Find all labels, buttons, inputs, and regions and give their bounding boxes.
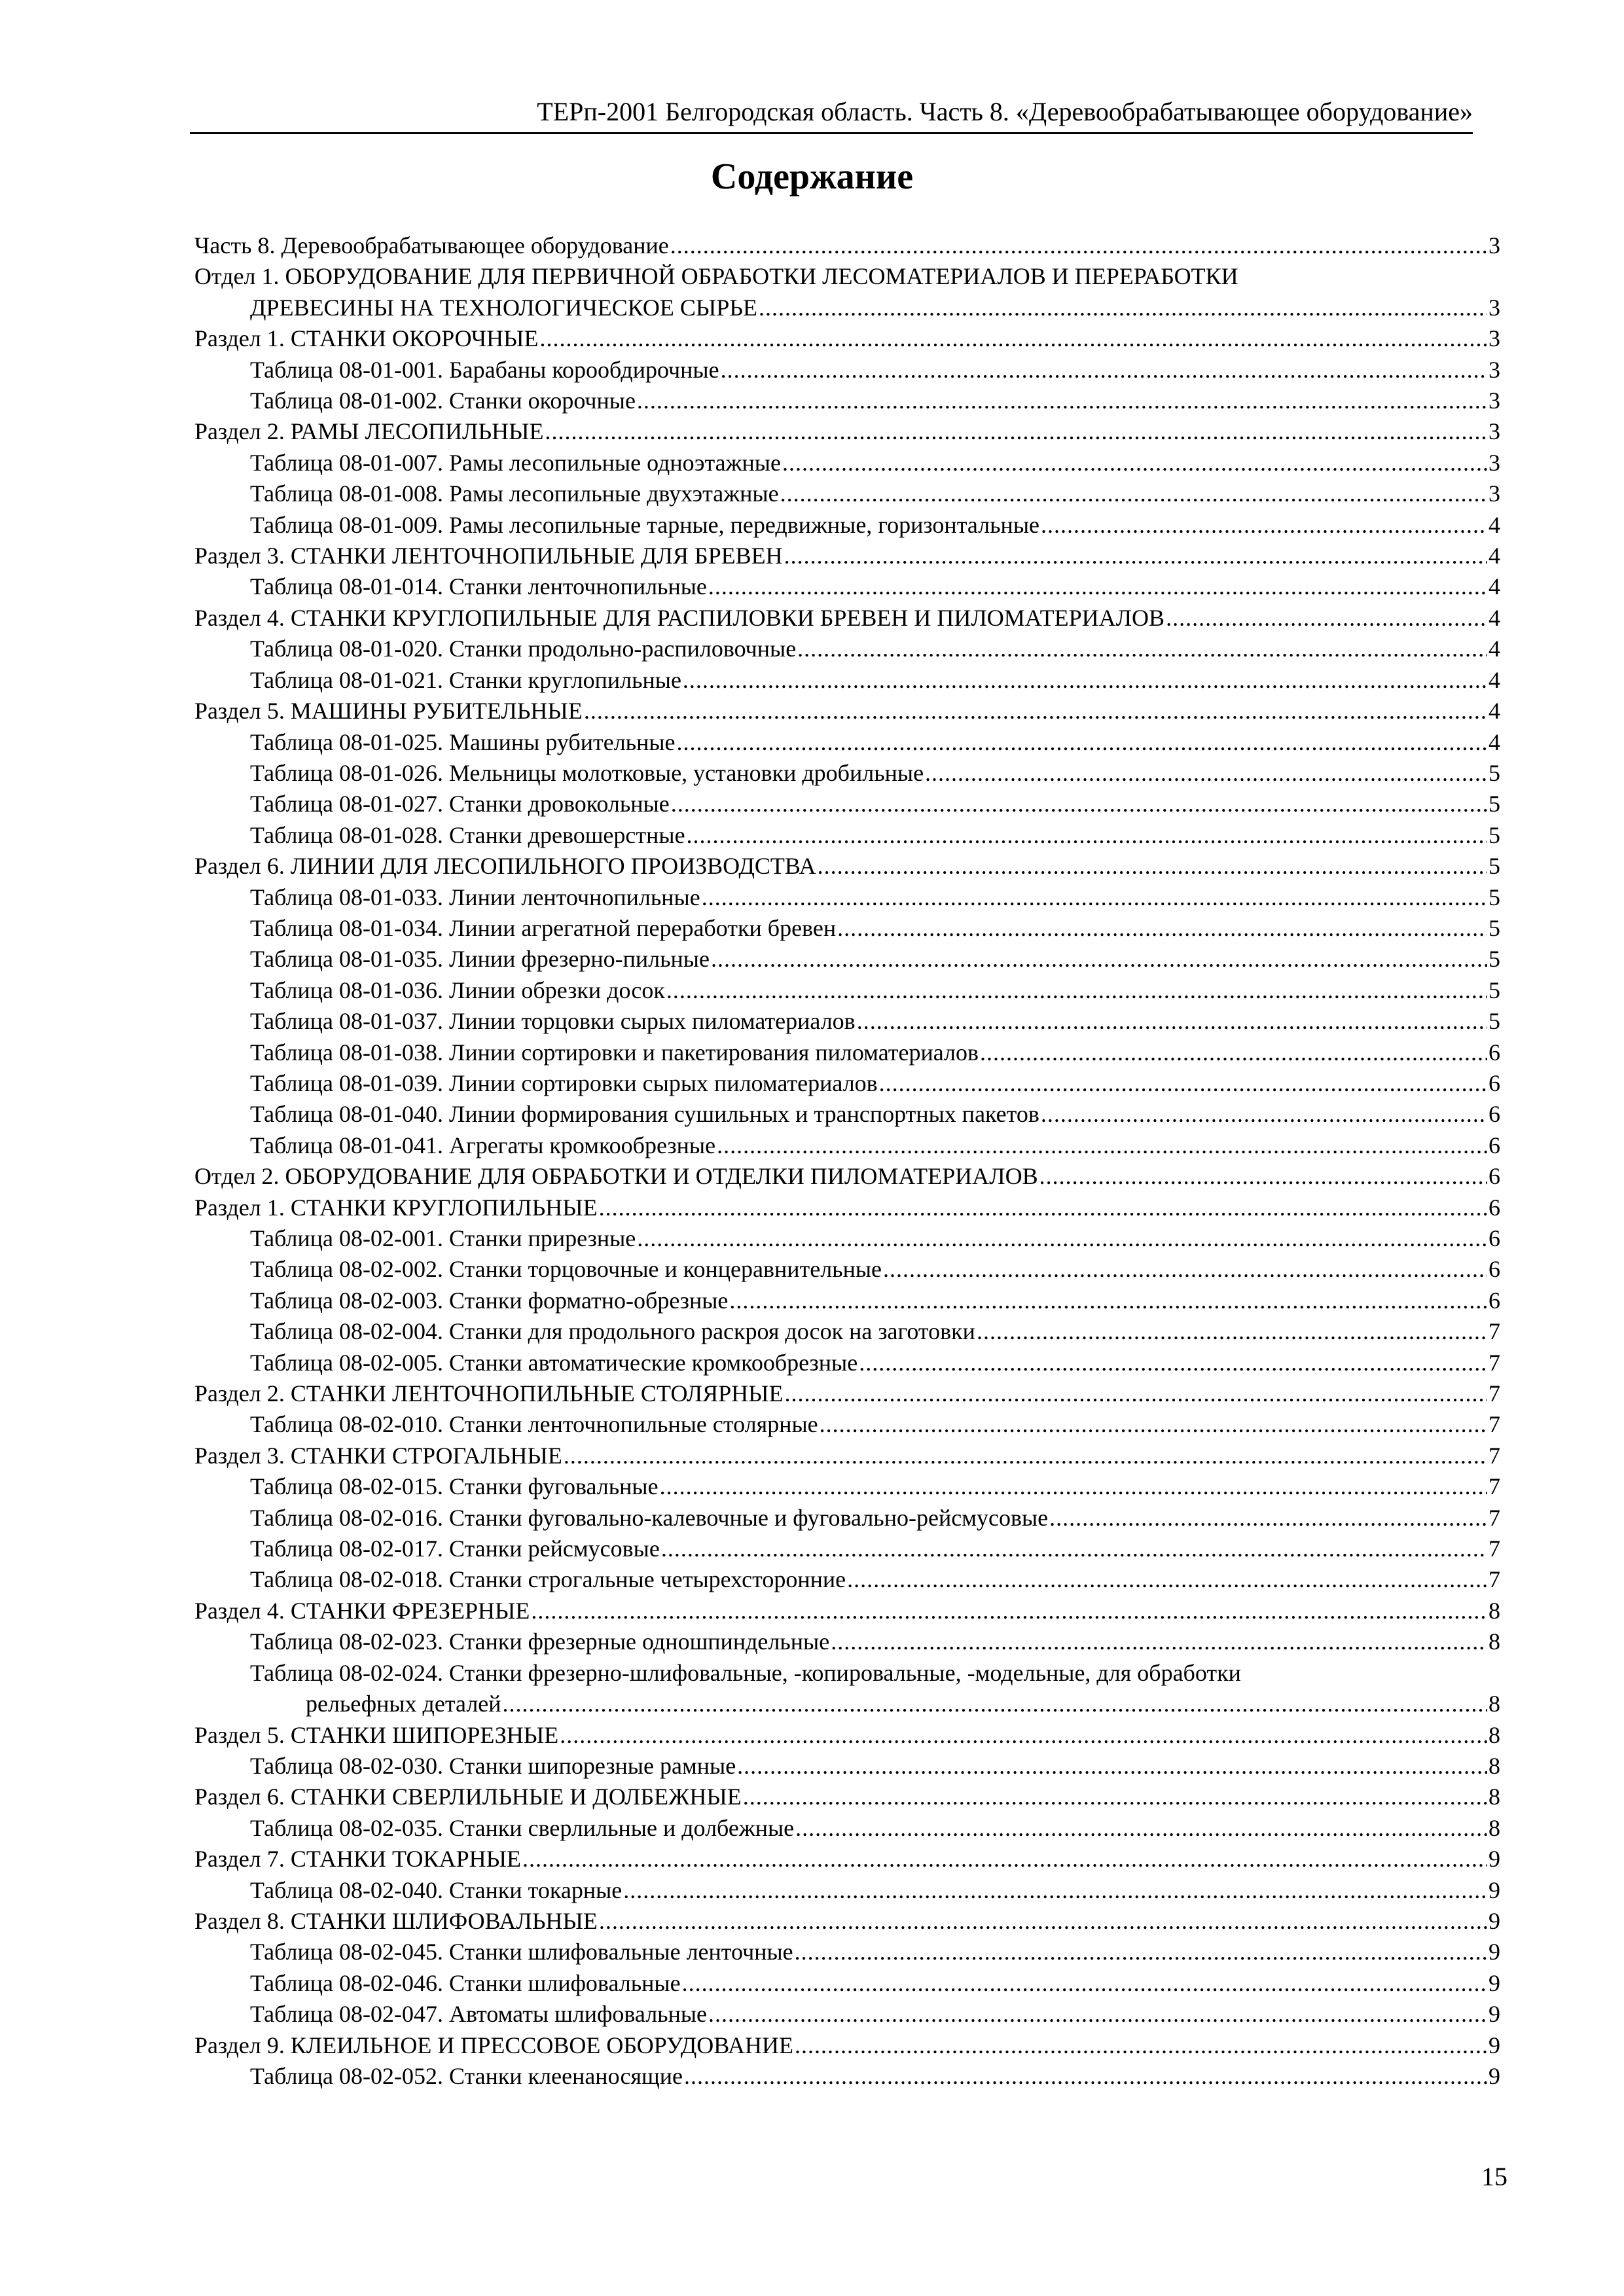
toc-leader-dots [785, 1378, 1488, 1409]
toc-entry-text: Таблица 08-02-024. Станки фрезерно-шлифовальные, -копировальные, -модельные, для обработки [250, 1659, 1241, 1686]
toc-leader-dots [682, 1968, 1487, 1999]
toc-entry-text: Таблица 08-02-035. Станки сверлильные и долбежные [250, 1814, 795, 1841]
toc-leader-dots [503, 1689, 1487, 1719]
toc-table-entry[interactable] [194, 1471, 1500, 1502]
toc-entry-text: Таблица 08-02-030. Станки шипорезные рамные [250, 1752, 736, 1779]
toc-entry-text: Раздел 5. СТАНКИ ШИПОРЕЗНЫЕ [194, 1721, 559, 1748]
toc-section-entry[interactable] [194, 1378, 1500, 1409]
toc-leader-dots [1041, 1099, 1487, 1130]
toc-section-entry[interactable] [194, 261, 1500, 323]
toc-entry-text: Таблица 08-01-035. Линии фрезерно-пильные [250, 946, 710, 973]
toc-entry-text: Таблица 08-02-016. Станки фуговально-калевочные и фуговально-рейсмусовые [250, 1504, 1049, 1531]
toc-leader-dots [795, 1813, 1487, 1844]
toc-leader-dots [584, 696, 1487, 726]
toc-table-entry[interactable] [194, 727, 1500, 758]
toc-entry-text: Таблица 08-02-015. Станки фуговальные [250, 1473, 659, 1500]
toc-leader-dots [759, 293, 1487, 323]
toc-section-entry[interactable] [194, 1720, 1500, 1751]
toc-entry-text: Раздел 4. СТАНКИ КРУГЛОПИЛЬНЫЕ ДЛЯ РАСПИЛОВКИ БРЕВЕН И ПИЛОМАТЕРИАЛОВ [194, 604, 1165, 631]
toc-page-number: 6 [1489, 1039, 1500, 1066]
toc-leader-dots [729, 1285, 1487, 1316]
toc-table-entry[interactable] [194, 1285, 1500, 1316]
toc-page-number: 6 [1489, 1256, 1500, 1283]
toc-table-entry[interactable] [194, 758, 1500, 789]
toc-table-entry[interactable] [194, 665, 1500, 696]
toc-leader-dots [637, 386, 1487, 416]
toc-page-number: 4 [1489, 666, 1500, 693]
toc-entry-text: Таблица 08-01-027. Станки дровокольные [250, 791, 670, 817]
toc-table-entry[interactable] [194, 1999, 1500, 2030]
toc-entry-text: Таблица 08-01-026. Мельницы молотковые, установки дробильные [250, 759, 924, 786]
toc-page-number: 5 [1489, 759, 1500, 786]
toc-table-entry[interactable] [194, 1099, 1500, 1130]
toc-leader-dots [708, 1999, 1487, 2030]
toc-entry-text: Таблица 08-01-028. Станки древошерстные [250, 821, 685, 848]
toc-leader-dots [857, 1006, 1487, 1037]
toc-table-entry[interactable] [194, 820, 1500, 851]
toc-table-entry[interactable] [194, 1968, 1500, 1999]
toc-section-entry[interactable] [194, 1441, 1500, 1471]
toc-entry-text: Таблица 08-01-020. Станки продольно-распиловочные [250, 636, 797, 662]
toc-leader-dots [683, 665, 1487, 696]
toc-section-entry[interactable] [194, 1906, 1500, 1937]
toc-leader-dots [687, 820, 1487, 851]
toc-entry-text: Отдел 2. ОБОРУДОВАНИЕ ДЛЯ ОБРАБОТКИ И ОТДЕЛКИ ПИЛОМАТЕРИАЛОВ [194, 1163, 1038, 1190]
toc-entry-text: Раздел 8. СТАНКИ ШЛИФОВАЛЬНЫЕ [194, 1907, 598, 1934]
toc-leader-dots [545, 416, 1487, 447]
toc-page-number: 4 [1489, 728, 1500, 755]
toc-page-number: 5 [1489, 1008, 1500, 1035]
toc-entry-text: Таблица 08-02-017. Станки рейсмусовые [250, 1535, 660, 1562]
toc-page-number: 5 [1489, 791, 1500, 817]
toc-leader-dots [1041, 510, 1487, 541]
toc-entry-text: Таблица 08-01-007. Рамы лесопильные одноэтажные [250, 449, 781, 476]
toc-page-number: 9 [1489, 1969, 1500, 1996]
toc-entry-text: Таблица 08-01-033. Линии ленточнопильные [250, 884, 700, 910]
page-number: 15 [1481, 2162, 1507, 2191]
toc-table-entry[interactable] [194, 1503, 1500, 1534]
toc-leader-dots [977, 1316, 1487, 1347]
toc-table-entry[interactable] [194, 634, 1500, 664]
toc-leader-dots [717, 1130, 1487, 1161]
toc-entry-text: Таблица 08-02-018. Станки строгальные четырехсторонние [250, 1566, 846, 1593]
toc-table-entry[interactable] [194, 1068, 1500, 1099]
toc-page-number: 8 [1489, 1721, 1500, 1748]
toc-page-number: 9 [1489, 2001, 1500, 2028]
toc-table-entry[interactable] [194, 1534, 1500, 1564]
toc-table-entry[interactable] [194, 882, 1500, 913]
page-header [190, 88, 1473, 134]
toc-table-entry[interactable] [194, 1006, 1500, 1037]
toc-table-entry[interactable] [194, 944, 1500, 975]
toc-leader-dots [831, 1626, 1487, 1657]
toc-page-number: 8 [1489, 1814, 1500, 1841]
toc-page-number: 4 [1489, 698, 1500, 725]
toc-page-number: 3 [1489, 294, 1500, 321]
toc-table-entry[interactable] [194, 1130, 1500, 1161]
toc-entry-text: Таблица 08-02-001. Станки прирезные [250, 1225, 636, 1251]
toc-table-entry[interactable] [194, 1316, 1500, 1347]
toc-entry-text: Таблица 08-01-039. Линии сортировки сырых пиломатериалов [250, 1069, 878, 1096]
toc-page-number: 9 [1489, 2062, 1500, 2089]
toc-entry-text: Таблица 08-01-008. Рамы лесопильные двухэтажные [250, 480, 779, 507]
toc-section-entry[interactable] [194, 2030, 1500, 2061]
toc-entry-text: Раздел 6. СТАНКИ СВЕРЛИЛЬНЫЕ И ДОЛБЕЖНЫЕ [194, 1784, 742, 1810]
toc-entry-text: Таблица 08-01-034. Линии агрегатной переработки бревен [250, 914, 837, 941]
toc-page-number: 3 [1489, 325, 1500, 352]
toc-table-entry[interactable] [194, 448, 1500, 478]
toc-leader-dots [925, 758, 1487, 789]
toc-page-number: 3 [1489, 449, 1500, 476]
toc-leader-dots [784, 541, 1487, 571]
toc-leader-dots [780, 478, 1487, 509]
toc-page-number: 5 [1489, 946, 1500, 973]
toc-table-entry[interactable] [194, 1626, 1500, 1657]
toc-section-entry[interactable] [194, 230, 1500, 261]
toc-entry-text: Раздел 9. КЛЕИЛЬНОЕ И ПРЕССОВОЕ ОБОРУДОВАНИЕ [194, 2032, 794, 2058]
toc-leader-dots [599, 1906, 1487, 1937]
toc-entry-text: Таблица 08-02-040. Станки токарные [250, 1876, 623, 1903]
toc-table-entry[interactable] [194, 1813, 1500, 1844]
toc-leader-dots [671, 789, 1487, 819]
toc-entry-text: Таблица 08-01-001. Барабаны корообдирочные [250, 356, 719, 383]
toc-leader-dots [837, 913, 1487, 944]
toc-entry-text: Раздел 5. МАШИНЫ РУБИТЕЛЬНЫЕ [194, 698, 583, 725]
toc-page-number: 4 [1489, 511, 1500, 538]
toc-leader-dots [859, 1348, 1487, 1378]
toc-entry-text: Таблица 08-02-052. Станки клеенаносящие [250, 2062, 683, 2089]
toc-entry-text: Раздел 2. РАМЫ ЛЕСОПИЛЬНЫЕ [194, 418, 544, 445]
toc-page-number: 5 [1489, 914, 1500, 941]
toc-leader-dots [708, 571, 1487, 602]
toc-page-number: 9 [1489, 1907, 1500, 1934]
toc-section-entry[interactable] [194, 603, 1500, 634]
toc-page-number: 8 [1489, 1752, 1500, 1779]
toc-table-entry[interactable] [194, 1937, 1500, 1967]
toc-page-number: 7 [1489, 1566, 1500, 1593]
toc-entry-text: Таблица 08-01-041. Агрегаты кромкообрезные [250, 1132, 716, 1158]
toc-table-entry[interactable] [194, 1564, 1500, 1595]
toc-entry-text: Таблица 08-02-047. Автоматы шлифовальные [250, 2001, 708, 2028]
toc-page-number: 7 [1489, 1318, 1500, 1345]
toc-leader-dots [522, 1844, 1487, 1874]
toc-page-number: 7 [1489, 1442, 1500, 1469]
toc-leader-dots [560, 1720, 1487, 1751]
toc-page-number: 7 [1489, 1349, 1500, 1376]
toc-leader-dots [670, 230, 1487, 261]
toc-page-number: 9 [1489, 1939, 1500, 1965]
toc-entry-text: Таблица 08-01-021. Станки круглопильные [250, 666, 681, 693]
toc-table-entry[interactable] [194, 1409, 1500, 1440]
toc-section-entry[interactable] [194, 1193, 1500, 1223]
toc-page-number: 6 [1489, 1225, 1500, 1251]
toc-page-number: 9 [1489, 1876, 1500, 1903]
toc-table-entry[interactable] [194, 355, 1500, 386]
toc-section-entry[interactable] [194, 1782, 1500, 1812]
toc-entry-text: Часть 8. Деревообрабатывающее оборудование [194, 232, 669, 259]
toc-entry-text: Таблица 08-02-010. Станки ленточнопильные столярные [250, 1411, 818, 1438]
toc-leader-dots [820, 1409, 1487, 1440]
toc-leader-dots [743, 1782, 1487, 1812]
toc-leader-dots [637, 1223, 1487, 1254]
toc-page-number: 3 [1489, 232, 1500, 259]
toc-section-entry[interactable] [194, 1596, 1500, 1626]
toc-page-number: 4 [1489, 636, 1500, 662]
toc-table-entry[interactable] [194, 510, 1500, 541]
toc-page-number: 3 [1489, 418, 1500, 445]
toc-page-number: 6 [1489, 1287, 1500, 1314]
toc-entry-text: Таблица 08-01-036. Линии обрезки досок [250, 977, 665, 1003]
toc-section-entry[interactable] [194, 696, 1500, 726]
header-text: ТЕРп-2001 Белгородская область. Часть 8. «Деревообрабатывающее оборудование» [537, 97, 1473, 126]
toc-page-number: 3 [1489, 356, 1500, 383]
toc-table-entry[interactable] [194, 386, 1500, 416]
toc-leader-dots [1166, 603, 1487, 634]
toc-page-number: 4 [1489, 543, 1500, 569]
toc-page-number: 9 [1489, 2032, 1500, 2058]
toc-entry-text-continued: рельефных деталей [306, 1691, 501, 1717]
toc-page-number: 6 [1489, 1069, 1500, 1096]
toc-entry-text: Таблица 08-02-023. Станки фрезерные одношпиндельные [250, 1628, 830, 1655]
toc-table-entry[interactable] [194, 913, 1500, 944]
toc-page-number: 4 [1489, 604, 1500, 631]
toc-leader-dots [702, 882, 1487, 913]
toc-page-number: 7 [1489, 1473, 1500, 1500]
toc-page-number: 7 [1489, 1504, 1500, 1531]
toc-section-entry[interactable] [194, 323, 1500, 354]
toc-entry-text: Отдел 1. ОБОРУДОВАНИЕ ДЛЯ ПЕРВИЧНОЙ ОБРАБОТКИ ЛЕСОМАТЕРИАЛОВ И ПЕРЕРАБОТКИ [194, 263, 1238, 290]
toc-page-number: 6 [1489, 1163, 1500, 1190]
toc-entry-text: Таблица 08-02-003. Станки форматно-обрезные [250, 1287, 729, 1314]
toc-entry-text: Таблица 08-02-046. Станки шлифовальные [250, 1969, 681, 1996]
toc-entry-text: Таблица 08-02-045. Станки шлифовальные ленточные [250, 1939, 793, 1965]
toc-table-entry[interactable] [194, 1348, 1500, 1378]
toc-page-number: 4 [1489, 573, 1500, 600]
toc-section-entry[interactable] [194, 416, 1500, 447]
toc-page-number: 5 [1489, 977, 1500, 1003]
toc-leader-dots [531, 1596, 1487, 1626]
toc-page-number: 8 [1489, 1597, 1500, 1624]
toc-section-entry[interactable] [194, 851, 1500, 882]
toc-leader-dots [737, 1751, 1487, 1782]
toc-table-entry[interactable] [194, 1223, 1500, 1254]
toc-table-entry[interactable] [194, 2061, 1500, 2092]
toc-table-entry[interactable] [194, 1751, 1500, 1782]
toc-page-number: 5 [1489, 821, 1500, 848]
toc-section-entry[interactable] [194, 1161, 1500, 1192]
toc-entry-text: Таблица 08-01-038. Линии сортировки и пакетирования пиломатериалов [250, 1039, 979, 1066]
toc-leader-dots [797, 634, 1487, 664]
toc-table-entry[interactable] [194, 1037, 1500, 1068]
toc-entry-text: Таблица 08-01-014. Станки ленточнопильные [250, 573, 707, 600]
toc-page-number: 8 [1489, 1691, 1500, 1717]
toc-entry-text-continued: ДРЕВЕСИНЫ НА ТЕХНОЛОГИЧЕСКОЕ СЫРЬЕ [250, 294, 757, 321]
toc-entry-text: Раздел 7. СТАНКИ ТОКАРНЫЕ [194, 1846, 521, 1873]
toc-section-entry[interactable] [194, 1844, 1500, 1874]
toc-leader-dots [677, 727, 1487, 758]
toc-entry-text: Раздел 6. ЛИНИИ ДЛЯ ЛЕСОПИЛЬНОГО ПРОИЗВОДСТВА [194, 853, 816, 880]
toc-entry-text: Таблица 08-02-002. Станки торцовочные и концеравнительные [250, 1256, 882, 1283]
toc-page-number: 6 [1489, 1194, 1500, 1221]
toc-leader-dots [795, 1937, 1487, 1967]
toc-leader-dots [847, 1564, 1487, 1595]
toc-leader-dots [795, 2030, 1487, 2061]
toc-leader-dots [684, 2061, 1487, 2092]
table-of-contents [194, 230, 1500, 2092]
toc-entry-text: Раздел 3. СТАНКИ ЛЕНТОЧНОПИЛЬНЫЕ ДЛЯ БРЕВЕН [194, 543, 783, 569]
toc-section-entry[interactable] [194, 541, 1500, 571]
toc-entry-text: Раздел 4. СТАНКИ ФРЕЗЕРНЫЕ [194, 1597, 530, 1624]
toc-entry-text: Таблица 08-01-002. Станки окорочные [250, 387, 636, 414]
toc-entry-text: Таблица 08-01-037. Линии торцовки сырых пиломатериалов [250, 1008, 856, 1035]
toc-page-number: 3 [1489, 387, 1500, 414]
toc-page-number: 3 [1489, 480, 1500, 507]
toc-table-entry[interactable] [194, 789, 1500, 819]
toc-table-entry[interactable] [194, 1875, 1500, 1906]
toc-page-number: 5 [1489, 853, 1500, 880]
toc-leader-dots [1049, 1503, 1487, 1534]
toc-leader-dots [782, 448, 1487, 478]
toc-entry-text: Раздел 1. СТАНКИ ОКОРОЧНЫЕ [194, 325, 539, 352]
toc-leader-dots [883, 1254, 1487, 1285]
toc-leader-dots [661, 1534, 1487, 1564]
toc-leader-dots [879, 1068, 1487, 1099]
toc-leader-dots [660, 1471, 1487, 1502]
toc-page-number: 5 [1489, 884, 1500, 910]
toc-entry-text: Таблица 08-02-004. Станки для продольного раскроя досок на заготовки [250, 1318, 975, 1345]
toc-page-number: 9 [1489, 1846, 1500, 1873]
toc-page-number: 8 [1489, 1628, 1500, 1655]
toc-entry-text: Таблица 08-01-025. Машины рубительные [250, 728, 676, 755]
toc-leader-dots [1039, 1161, 1487, 1192]
page-title: Содержание [710, 156, 914, 197]
toc-page-number: 8 [1489, 1784, 1500, 1810]
toc-page-number: 6 [1489, 1132, 1500, 1158]
toc-leader-dots [540, 323, 1488, 354]
toc-leader-dots [721, 355, 1487, 386]
toc-leader-dots [980, 1037, 1487, 1068]
toc-entry-text: Таблица 08-01-009. Рамы лесопильные тарные, передвижные, горизонтальные [250, 511, 1039, 538]
toc-entry-text: Раздел 3. СТАНКИ СТРОГАЛЬНЫЕ [194, 1442, 562, 1469]
toc-page-number: 7 [1489, 1535, 1500, 1562]
toc-page-number: 7 [1489, 1380, 1500, 1407]
toc-entry-text: Таблица 08-01-040. Линии формирования сушильных и транспортных пакетов [250, 1101, 1039, 1128]
toc-table-entry[interactable] [194, 1254, 1500, 1285]
toc-entry-text: Таблица 08-02-005. Станки автоматические кромкообрезные [250, 1349, 858, 1376]
toc-page-number: 6 [1489, 1101, 1500, 1128]
toc-table-entry[interactable] [194, 975, 1500, 1006]
toc-table-entry[interactable] [194, 478, 1500, 509]
toc-page-number: 7 [1489, 1411, 1500, 1438]
toc-leader-dots [711, 944, 1487, 975]
toc-leader-dots [564, 1441, 1487, 1471]
toc-table-entry[interactable] [194, 571, 1500, 602]
toc-leader-dots [623, 1875, 1487, 1906]
toc-entry-text: Раздел 2. СТАНКИ ЛЕНТОЧНОПИЛЬНЫЕ СТОЛЯРНЫЕ [194, 1380, 784, 1407]
toc-leader-dots [666, 975, 1487, 1006]
toc-leader-dots [818, 851, 1487, 882]
toc-entry-text: Раздел 1. СТАНКИ КРУГЛОПИЛЬНЫЕ [194, 1194, 598, 1221]
toc-table-entry[interactable] [194, 1658, 1500, 1720]
toc-leader-dots [599, 1193, 1487, 1223]
